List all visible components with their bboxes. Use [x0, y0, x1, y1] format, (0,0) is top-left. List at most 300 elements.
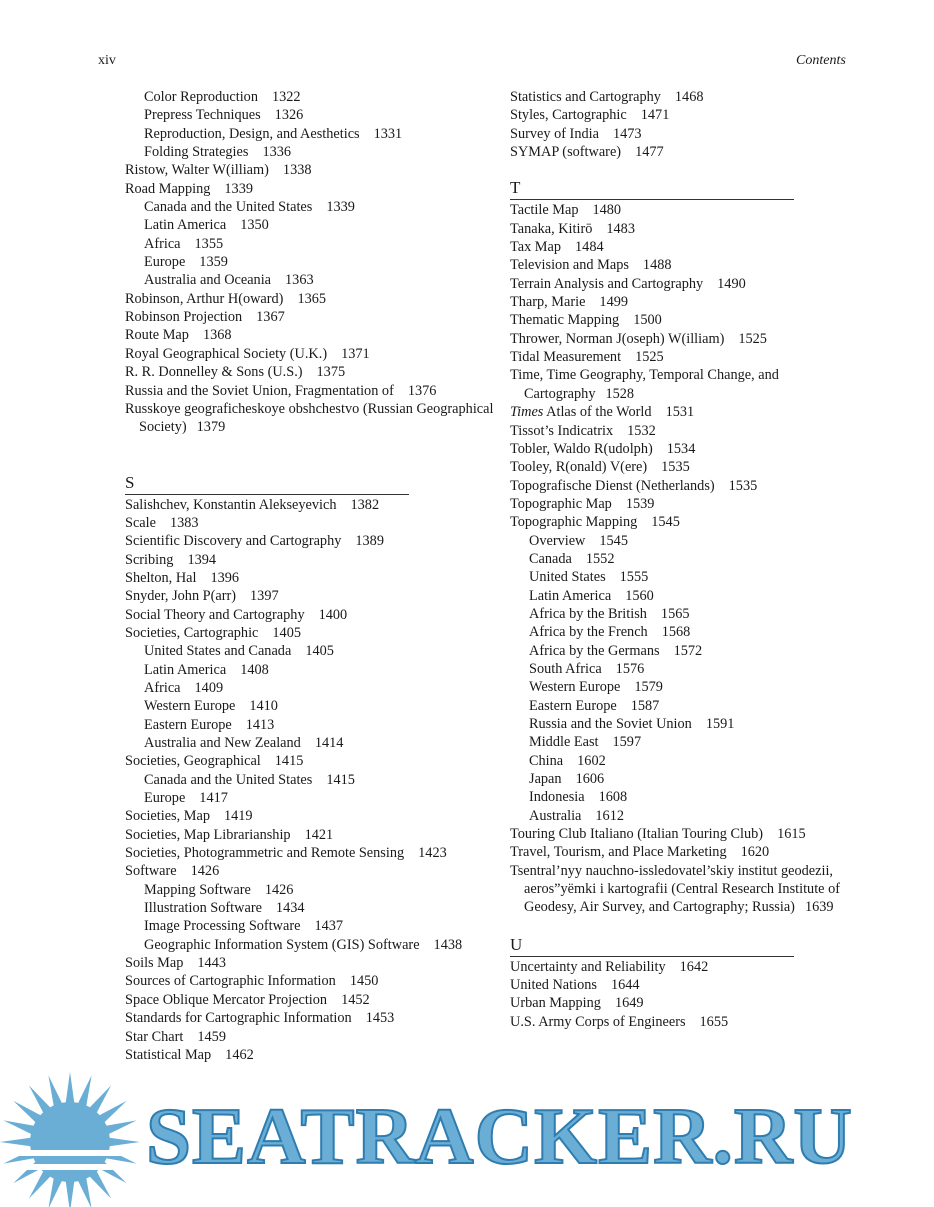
entry-page-number: 1405	[272, 624, 301, 641]
index-entry	[510, 311, 855, 329]
index-entry	[125, 326, 495, 344]
sun-ray	[0, 1138, 32, 1147]
entry-title: Australia and Oceania	[144, 272, 272, 289]
entry-title: Latin America	[529, 587, 612, 604]
entry-title: Folding Strategies	[144, 144, 249, 161]
entry-page-number: 1338	[282, 162, 312, 179]
entry-title: Canada	[529, 550, 572, 567]
entry-page-number: 1535	[728, 477, 758, 494]
index-entry	[510, 660, 855, 678]
entry-title: Geographic Information System (GIS) Software	[144, 936, 420, 953]
index-entry	[510, 770, 855, 788]
entry-page-number: 1419	[223, 808, 253, 825]
entry-page-number: 1531	[665, 404, 695, 421]
index-entry	[510, 715, 855, 733]
index-entry	[125, 1009, 495, 1027]
entry-title: Color Reproduction	[144, 89, 258, 105]
index-entry	[125, 198, 495, 216]
index-entry	[125, 514, 495, 532]
entry-page-number: 1368	[202, 327, 232, 344]
entry-title: Societies, Map Librarianship	[125, 826, 291, 843]
index-entry	[125, 290, 495, 308]
index-entry	[510, 422, 855, 440]
index-entry	[510, 976, 855, 994]
index-entry	[510, 568, 855, 586]
index-entry	[125, 496, 495, 514]
index-entry	[510, 994, 855, 1012]
entry-page-number: 1462	[225, 1046, 254, 1063]
entry-title: Mapping Software	[144, 881, 251, 898]
entry-page-number: 1355	[194, 235, 224, 252]
entry-page-number: 1560	[625, 587, 654, 604]
entry-title: Australia	[529, 807, 582, 824]
index-entry	[510, 275, 855, 293]
index-entry	[125, 862, 495, 880]
section-heading-t: T	[510, 178, 794, 200]
index-entry	[125, 826, 495, 844]
entry-title: Western Europe	[529, 679, 621, 696]
entry-page-number: 1608	[598, 789, 628, 806]
entry-title: South Africa	[529, 660, 602, 677]
entry-title: Latin America	[144, 217, 227, 234]
entry-title: Japan	[529, 771, 562, 788]
index-entry	[125, 954, 495, 972]
entry-page-number: 1396	[210, 569, 240, 586]
entry-page-number: 1383	[169, 514, 199, 531]
index-entry	[125, 789, 495, 807]
index-entry	[510, 752, 855, 770]
entry-title: Urban Mapping	[510, 995, 601, 1012]
watermark-text: SEATRACKER.RU	[146, 1091, 853, 1181]
s-entries-continued-list	[510, 88, 855, 161]
index-entry	[125, 642, 495, 660]
index-entry	[510, 366, 855, 403]
index-entry	[510, 958, 855, 976]
entry-page-number: 1363	[285, 272, 314, 289]
index-entry	[125, 345, 495, 363]
entry-title: Russia and the Soviet Union	[529, 716, 692, 732]
entry-page-number: 1468	[674, 89, 704, 105]
entry-title: Tooley, R(onald) V(ere)	[510, 459, 648, 476]
index-entry	[510, 550, 855, 568]
index-entry	[125, 400, 495, 437]
entry-title: United States and Canada	[144, 643, 292, 660]
index-entry	[510, 825, 855, 843]
entry-title: Reproduction, Design, and Aesthetics	[144, 125, 360, 142]
index-entry	[510, 125, 855, 143]
entry-page-number: 1437	[314, 918, 344, 935]
entry-title: Russkoye geograficheskoye obshchestvo (Russian Geographical Society)	[125, 400, 494, 436]
index-entry	[125, 807, 495, 825]
entry-page-number: 1528	[605, 385, 635, 402]
entry-page-number: 1545	[599, 532, 628, 549]
entry-title: Star Chart	[125, 1028, 184, 1045]
entry-title: Social Theory and Cartography	[125, 606, 305, 623]
entry-page-number: 1426	[190, 863, 220, 880]
index-entry	[510, 807, 855, 825]
entry-title: Route Map	[125, 327, 189, 344]
entry-page-number: 1612	[595, 807, 624, 824]
entry-page-number: 1483	[606, 220, 635, 237]
index-entry	[510, 495, 855, 513]
entry-title: Canada and the United States	[144, 199, 313, 216]
index-entry	[125, 106, 495, 124]
entry-page-number: 1434	[275, 900, 305, 917]
entry-page-number: 1367	[256, 309, 285, 326]
index-entry	[510, 605, 855, 623]
sun-ray	[77, 1075, 91, 1107]
entry-page-number: 1339	[224, 180, 253, 197]
entry-page-number: 1359	[199, 254, 228, 271]
entry-page-number: 1602	[577, 752, 606, 769]
entry-page-number: 1576	[615, 660, 645, 677]
entry-page-number: 1409	[194, 679, 224, 696]
entry-page-number: 1423	[418, 845, 447, 862]
index-entry	[125, 551, 495, 569]
entry-title: Societies, Cartographic	[125, 624, 259, 641]
entry-page-number: 1365	[297, 290, 327, 307]
sun-ray	[48, 1177, 62, 1207]
index-entry	[125, 716, 495, 734]
index-entry	[125, 771, 495, 789]
index-entry	[125, 271, 495, 289]
entry-title: Standards for Cartographic Information	[125, 1010, 352, 1027]
entry-title: Royal Geographical Society (U.K.)	[125, 345, 328, 362]
entry-title: Indonesia	[529, 789, 585, 806]
entry-title: Eastern Europe	[144, 716, 232, 733]
entry-page-number: 1597	[612, 734, 642, 751]
entry-title: Eastern Europe	[529, 697, 617, 714]
index-entry	[510, 513, 855, 531]
index-entry	[510, 220, 855, 238]
index-entry	[125, 253, 495, 271]
entry-title: Atlas of the World	[543, 404, 652, 421]
index-entry	[510, 106, 855, 124]
index-entry	[125, 697, 495, 715]
entry-page-number: 1413	[245, 716, 275, 733]
index-entry	[510, 843, 855, 861]
entry-page-number: 1655	[699, 1013, 729, 1030]
entry-page-number: 1480	[592, 202, 622, 219]
entry-page-number: 1484	[575, 239, 604, 256]
entry-title: Thematic Mapping	[510, 312, 620, 329]
entry-page-number: 1471	[640, 107, 670, 124]
index-entry	[510, 1013, 855, 1031]
index-entry	[125, 936, 495, 954]
entry-title: Robinson, Arthur H(oward)	[125, 290, 284, 307]
entry-title: Touring Club Italiano (Italian Touring Club)	[510, 826, 764, 843]
entry-title: Tissot’s Indicatrix	[510, 422, 614, 439]
entry-title: Sources of Cartographic Information	[125, 973, 336, 990]
entry-page-number: 1382	[350, 496, 380, 513]
entry-page-number: 1450	[349, 973, 379, 990]
index-entry	[510, 532, 855, 550]
entry-title: Europe	[144, 254, 186, 271]
entry-title: Africa	[144, 679, 181, 696]
entry-page-number: 1336	[262, 144, 292, 161]
entry-title: Robinson Projection	[125, 309, 243, 326]
entry-title: Ristow, Walter W(illiam)	[125, 162, 269, 179]
entry-title: R. R. Donnelley & Sons (U.S.)	[125, 364, 303, 381]
index-entry	[510, 678, 855, 696]
entry-title: Africa by the Germans	[529, 642, 660, 659]
entry-page-number: 1615	[777, 826, 806, 843]
sun-ray	[48, 1075, 62, 1107]
entry-page-number: 1375	[316, 364, 346, 381]
entry-page-number: 1587	[630, 697, 660, 714]
entry-title: Tactile Map	[510, 202, 579, 219]
entry-page-number: 1379	[196, 419, 226, 436]
entry-title: Tharp, Marie	[510, 294, 586, 311]
index-entry	[510, 623, 855, 641]
entry-page-number: 1644	[610, 977, 640, 994]
entry-title: Prepress Techniques	[144, 107, 261, 124]
entry-title: Television and Maps	[510, 257, 629, 274]
entry-page-number: 1405	[305, 643, 334, 660]
index-entry	[510, 862, 855, 917]
entry-title: Scale	[125, 514, 156, 531]
entry-page-number: 1525	[635, 349, 664, 366]
index-entry	[125, 363, 495, 381]
index-entry	[125, 180, 495, 198]
entry-title: Salishchev, Konstantin Alekseyevich	[125, 496, 337, 513]
index-entry	[125, 881, 495, 899]
entry-title: Western Europe	[144, 698, 236, 715]
index-entry	[125, 899, 495, 917]
entry-title: Shelton, Hal	[125, 569, 197, 586]
sun-logo-icon	[0, 1072, 145, 1207]
index-entry	[125, 917, 495, 935]
index-entry	[510, 143, 855, 161]
entry-page-number: 1376	[407, 382, 437, 399]
entry-title: Russia and the Soviet Union, Fragmentation of	[125, 382, 394, 399]
index-entry	[510, 733, 855, 751]
entry-page-number: 1415	[274, 753, 304, 770]
index-entry	[510, 348, 855, 366]
page-number: xiv	[98, 53, 116, 68]
entry-title: China	[529, 752, 564, 769]
entry-page-number: 1490	[717, 275, 746, 292]
entry-page-number: 1620	[740, 844, 770, 861]
entry-page-number: 1499	[599, 294, 629, 311]
entry-title: Middle East	[529, 734, 599, 751]
entry-page-number: 1500	[633, 312, 662, 329]
entry-page-number: 1532	[627, 422, 656, 439]
entry-title: Illustration Software	[144, 900, 262, 917]
entry-page-number: 1426	[264, 881, 294, 898]
index-entry	[125, 844, 495, 862]
entry-page-number: 1649	[614, 995, 644, 1012]
entry-title: United States	[529, 569, 606, 586]
sun-ray	[77, 1177, 91, 1207]
entry-page-number: 1453	[365, 1010, 395, 1027]
entry-title: Africa by the French	[529, 624, 648, 641]
entry-title: Topographic Mapping	[510, 514, 638, 531]
sun-ray	[3, 1120, 35, 1134]
index-entry	[125, 1028, 495, 1046]
running-header-title: Contents	[796, 53, 846, 68]
entry-title: Topografische Dienst (Netherlands)	[510, 477, 715, 494]
entry-title: Survey of India	[510, 125, 599, 142]
entry-page-number: 1579	[634, 679, 663, 696]
index-entry	[125, 532, 495, 550]
section-heading-s: S	[125, 473, 409, 495]
index-entry	[125, 679, 495, 697]
entry-title: Road Mapping	[125, 180, 211, 197]
entry-title: Latin America	[144, 661, 227, 678]
index-entry	[125, 308, 495, 326]
entry-page-number: 1397	[250, 588, 279, 605]
entry-title: Overview	[529, 532, 586, 549]
index-entry	[125, 235, 495, 253]
entry-page-number: 1350	[240, 217, 269, 234]
entry-page-number: 1331	[373, 125, 403, 142]
entry-page-number: 1555	[619, 569, 649, 586]
entry-title: Scientific Discovery and Cartography	[125, 533, 342, 550]
index-entry	[510, 587, 855, 605]
entry-title: Societies, Geographical	[125, 753, 261, 770]
entry-page-number: 1535	[661, 459, 690, 476]
index-entry	[125, 161, 495, 179]
entry-title: Africa by the British	[529, 605, 647, 622]
r-entries-list	[125, 88, 495, 437]
entry-page-number: 1443	[197, 955, 226, 972]
entry-title: Australia and New Zealand	[144, 735, 301, 751]
sun-ray	[66, 1180, 75, 1207]
sun-ray	[105, 1120, 137, 1134]
sun-ray	[108, 1138, 140, 1147]
index-entry	[510, 458, 855, 476]
index-entry	[510, 788, 855, 806]
index-entry	[125, 216, 495, 234]
index-entry	[125, 752, 495, 770]
index-entry	[125, 972, 495, 990]
index-entry	[125, 661, 495, 679]
entry-page-number: 1477	[635, 144, 664, 161]
entry-page-number: 1488	[642, 257, 672, 274]
entry-title: Tobler, Waldo R(udolph)	[510, 440, 653, 457]
entry-page-number: 1394	[187, 551, 217, 568]
index-entry	[125, 734, 495, 752]
entry-page-number: 1539	[625, 495, 655, 512]
entry-page-number: 1639	[804, 899, 834, 916]
entry-page-number: 1322	[271, 89, 301, 105]
entry-title-italic: Times	[510, 404, 544, 421]
entry-title: Scribing	[125, 551, 174, 568]
index-entry	[125, 143, 495, 161]
entry-page-number: 1473	[612, 125, 642, 142]
index-entry	[125, 624, 495, 642]
entry-title: Terrain Analysis and Cartography	[510, 275, 704, 292]
entry-title: Canada and the United States	[144, 771, 313, 788]
entry-page-number: 1389	[355, 533, 384, 550]
index-entry	[510, 88, 855, 106]
entry-title: Statistics and Cartography	[510, 89, 661, 105]
u-entries-list	[510, 958, 855, 1031]
entry-page-number: 1400	[318, 606, 348, 623]
entry-title: United Nations	[510, 977, 597, 994]
entry-title: Topographic Map	[510, 495, 612, 512]
entry-page-number: 1552	[585, 550, 615, 567]
index-entry	[125, 125, 495, 143]
entry-page-number: 1572	[673, 642, 703, 659]
entry-title: Africa	[144, 235, 181, 252]
index-entry	[510, 238, 855, 256]
index-entry	[125, 88, 495, 106]
entry-title: U.S. Army Corps of Engineers	[510, 1013, 686, 1030]
entry-page-number: 1371	[341, 345, 370, 362]
right-column	[510, 88, 855, 1031]
index-entry	[510, 440, 855, 458]
entry-title: Europe	[144, 790, 186, 807]
entry-page-number: 1339	[326, 199, 355, 216]
entry-page-number: 1408	[240, 661, 269, 678]
t-entries-list	[510, 201, 855, 916]
index-entry	[125, 606, 495, 624]
index-entry	[510, 256, 855, 274]
entry-page-number: 1417	[199, 790, 228, 807]
entry-title: Tidal Measurement	[510, 349, 622, 366]
entry-title: Time, Time Geography, Temporal Change, and Cartography	[510, 367, 779, 402]
entry-title: SYMAP (software)	[510, 144, 622, 161]
entry-title: Statistical Map	[125, 1046, 212, 1063]
entry-title: Soils Map	[125, 955, 184, 972]
entry-page-number: 1565	[660, 605, 690, 622]
index-entry	[125, 991, 495, 1009]
entry-page-number: 1606	[575, 771, 605, 788]
entry-title: Thrower, Norman J(oseph) W(illiam)	[510, 330, 725, 347]
index-entry	[125, 569, 495, 587]
entry-title: Software	[125, 863, 177, 880]
entry-page-number: 1410	[249, 698, 278, 715]
index-entry	[510, 403, 855, 421]
left-column	[125, 88, 495, 1064]
entry-page-number: 1534	[666, 440, 696, 457]
entry-title: Travel, Tourism, and Place Marketing	[510, 844, 727, 861]
entry-page-number: 1525	[738, 330, 767, 347]
entry-title: Societies, Photogrammetric and Remote Sensing	[125, 845, 405, 862]
index-entry	[510, 697, 855, 715]
index-entry	[510, 201, 855, 219]
index-entry	[510, 477, 855, 495]
entry-page-number: 1414	[314, 735, 344, 751]
index-entry	[125, 382, 495, 400]
entry-title: Image Processing Software	[144, 918, 301, 935]
entry-page-number: 1326	[274, 107, 304, 124]
s-entries-list	[125, 496, 495, 1065]
entry-title: Tax Map	[510, 239, 562, 256]
index-entry	[125, 587, 495, 605]
entry-page-number: 1421	[304, 826, 334, 843]
entry-page-number: 1545	[651, 514, 680, 531]
entry-page-number: 1591	[705, 716, 735, 732]
entry-title: Snyder, John P(arr)	[125, 588, 237, 605]
entry-title: Tanaka, Kitirō	[510, 220, 593, 237]
entry-page-number: 1415	[326, 771, 355, 788]
entry-title: Tsentral’nyy nauchno-issledovatel’skiy institut geodezii, aeros”yëmki i kartografii (Central Research Institute of Geodesy, Air Survey, and Cartography; Russia)	[510, 862, 840, 916]
entry-page-number: 1438	[433, 936, 463, 953]
entry-title: Societies, Map	[125, 808, 210, 825]
entry-page-number: 1568	[661, 624, 691, 641]
entry-title: Styles, Cartographic	[510, 107, 627, 124]
index-entry	[510, 642, 855, 660]
entry-title: Uncertainty and Reliability	[510, 958, 666, 975]
index-entry	[510, 330, 855, 348]
entry-title: Space Oblique Mercator Projection	[125, 991, 328, 1008]
index-entry	[510, 293, 855, 311]
sun-ray	[66, 1072, 75, 1104]
entry-page-number: 1452	[341, 991, 370, 1008]
